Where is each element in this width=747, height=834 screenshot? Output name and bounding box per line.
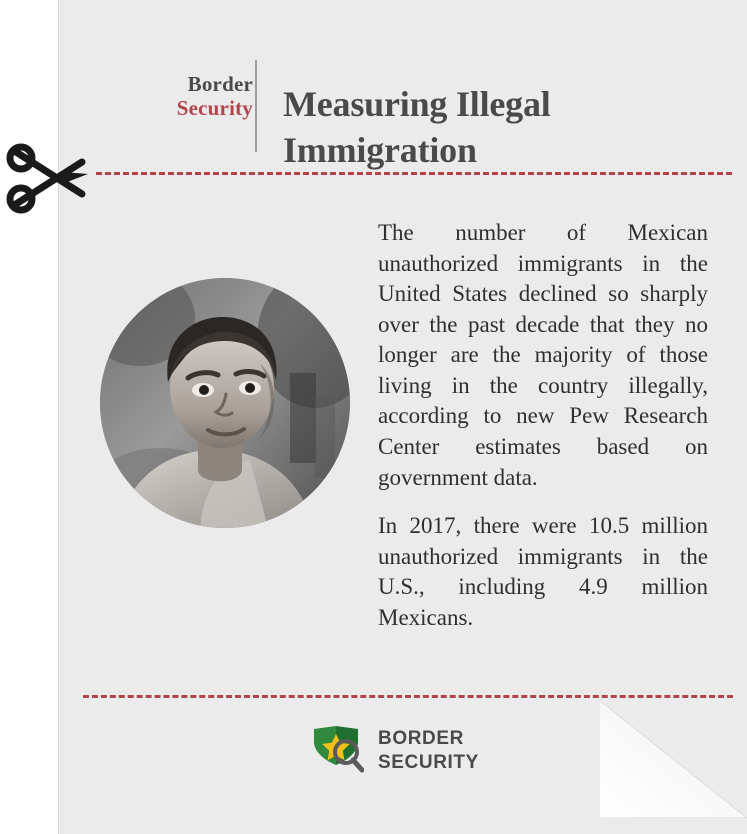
article-sheet	[58, 0, 747, 834]
dashed-cut-line-bottom	[83, 695, 733, 698]
dashed-cut-line-top	[96, 172, 732, 175]
article-header	[58, 55, 747, 171]
footer-label-line-2: SECURITY	[378, 752, 479, 773]
body-paragraph-2: In 2017, there were 10.5 million unauthorized immigrants in the U.S., including 4.9 million Mexicans.	[378, 513, 708, 630]
page-curl-icon	[599, 700, 747, 818]
kicker-label	[118, 73, 253, 120]
footer-label-line-1: BORDER	[378, 728, 464, 750]
portrait-photo	[100, 278, 350, 528]
article-body	[378, 218, 708, 634]
footer-label	[378, 727, 479, 775]
portrait-illustration	[100, 278, 350, 528]
kicker-line-1: Border	[187, 72, 253, 96]
header-divider	[255, 60, 257, 152]
page-title: Measuring Illegal Immigration	[283, 84, 551, 171]
shield-star-magnifier-icon	[308, 725, 364, 777]
kicker-line-2: Security	[176, 95, 253, 120]
footer-logo-group	[308, 725, 479, 777]
scissors-icon	[4, 142, 96, 214]
body-paragraph-1: The number of Mexican unauthorized immigrants in the United States declined so sharply over the past decade that they no longer are the majority of those living in the country illegally, according to new Pew Research Center estimates based on government data.	[378, 220, 708, 490]
